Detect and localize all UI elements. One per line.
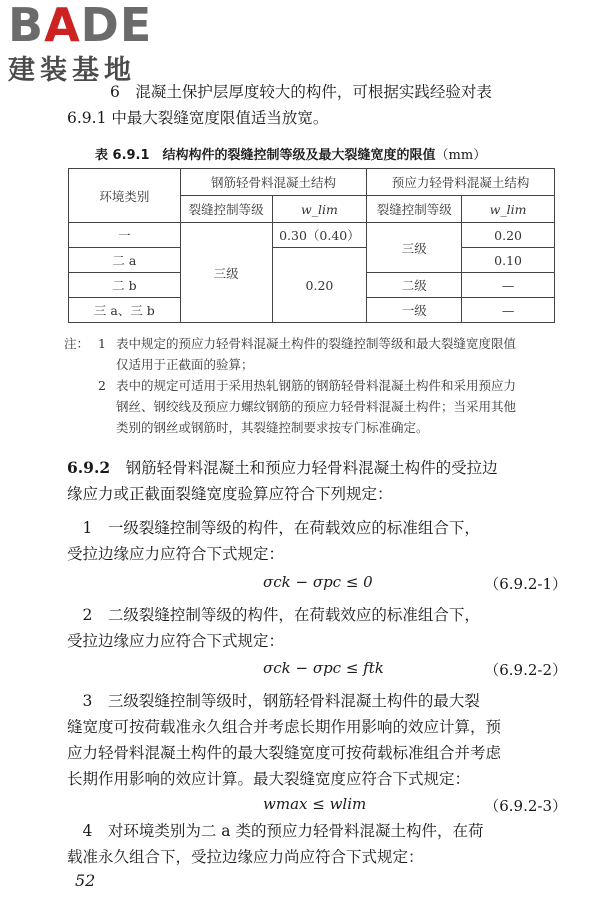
clause-6-9-2 bbox=[67, 455, 567, 507]
item-2 bbox=[67, 602, 567, 654]
table-cell: 0.30（0.40） bbox=[272, 223, 367, 248]
table-cell-env: 一 bbox=[69, 223, 181, 248]
note-line: 类别的钢丝或钢筋时，其裂缝控制要求按专门标准确定。 bbox=[116, 420, 429, 435]
item-text: 4 对环境类别为二 a 类的预应力轻骨料混凝土构件，在荷 bbox=[67, 822, 484, 840]
clause-text: 缘应力或正截面裂缝宽度验算应符合下列规定： bbox=[67, 485, 393, 503]
table-cell-env: 二 a bbox=[69, 248, 181, 273]
table-subheader: w_lim bbox=[272, 196, 367, 223]
paragraph-line: 6 混凝土保护层厚度较大的构件，可根据实践经验对表 bbox=[110, 83, 492, 101]
table-cell-env: 二 b bbox=[69, 273, 181, 298]
table-cell: 二级 bbox=[367, 273, 462, 298]
item-text: 1 一级裂缝控制等级的构件，在荷载效应的标准组合下， bbox=[67, 519, 480, 537]
item-text: 缝宽度可按荷载准永久组合并考虑长期作用影响的效应计算，预 bbox=[67, 718, 502, 736]
note-number: 1 bbox=[98, 336, 106, 351]
table-cell: — bbox=[462, 298, 555, 323]
table-subheader: 裂缝控制等级 bbox=[367, 196, 462, 223]
equation-6-9-2-1 bbox=[67, 573, 567, 597]
note-line: 表中的规定可适用于采用热轧钢筋的钢筋轻骨料混凝土构件和采用预应力 bbox=[116, 378, 517, 393]
logo-subtitle: 建装基地 bbox=[8, 55, 136, 86]
equation-formula: wmax ≤ wlim bbox=[263, 795, 367, 813]
item-3 bbox=[67, 688, 567, 792]
equation-6-9-2-3 bbox=[67, 795, 567, 819]
equation-number: （6.9.2-2） bbox=[484, 661, 567, 679]
clause-number: 6.9.2 bbox=[67, 458, 111, 477]
item-text: 2 二级裂缝控制等级的构件，在荷载效应的标准组合下， bbox=[67, 606, 480, 624]
item-text: 3 三级裂缝控制等级时，钢筋轻骨料混凝土构件的最大裂 bbox=[67, 692, 480, 710]
table-subheader: w_lim bbox=[462, 196, 555, 223]
table-caption: 表 6.9.1 结构构件的裂缝控制等级及最大裂缝宽度的限值（mm） bbox=[95, 148, 487, 163]
table-cell: 三级 bbox=[180, 223, 272, 323]
equation-formula: σck − σpc ≤ 0 bbox=[263, 573, 373, 591]
note-prefix: 注： bbox=[64, 336, 90, 351]
table-header-pc: 预应力轻骨料混凝土结构 bbox=[367, 169, 555, 196]
logo-wordmark: BADE bbox=[8, 0, 153, 52]
table-cell: 一级 bbox=[367, 298, 462, 323]
table-cell: 三级 bbox=[367, 223, 462, 273]
equation-number: （6.9.2-3） bbox=[484, 797, 567, 815]
note-line: 钢丝、钢绞线及预应力螺纹钢筋的预应力轻骨料混凝土构件；当采用其他 bbox=[116, 399, 517, 414]
clause-text: 钢筋轻骨料混凝土和预应力轻骨料混凝土构件的受拉边 bbox=[110, 459, 498, 477]
table-notes bbox=[64, 333, 570, 438]
item-text: 受拉边缘应力应符合下式规定： bbox=[67, 632, 285, 650]
bade-logo bbox=[8, 0, 178, 92]
table-cell: — bbox=[462, 273, 555, 298]
table-cell-env: 三 a、三 b bbox=[69, 298, 181, 323]
crack-limit-table bbox=[68, 168, 555, 323]
item-1 bbox=[67, 515, 567, 567]
note-line: 仅适用于正截面的验算； bbox=[116, 357, 254, 372]
item-text: 受拉边缘应力应符合下式规定： bbox=[67, 545, 285, 563]
item-4 bbox=[67, 818, 567, 870]
table-cell: 0.10 bbox=[462, 248, 555, 273]
item-text: 应力轻骨料混凝土构件的最大裂缝宽度可按荷载标准组合并考虑 bbox=[67, 744, 502, 762]
table-cell: 0.20 bbox=[462, 223, 555, 248]
note-number: 2 bbox=[98, 378, 106, 393]
item-text: 长期作用影响的效应计算。最大裂缝宽度应符合下式规定： bbox=[67, 770, 471, 788]
table-cell: 0.20 bbox=[272, 248, 367, 323]
equation-6-9-2-2 bbox=[67, 659, 567, 683]
note-line: 表中规定的预应力轻骨料混凝土构件的裂缝控制等级和最大裂缝宽度限值 bbox=[116, 336, 517, 351]
equation-formula: σck − σpc ≤ ftk bbox=[263, 659, 384, 677]
paragraph-line: 6.9.1 中最大裂缝宽度限值适当放宽。 bbox=[67, 109, 329, 127]
equation-number: （6.9.2-1） bbox=[484, 575, 567, 593]
page-number: 52 bbox=[75, 871, 96, 890]
table-header-env: 环境类别 bbox=[69, 169, 181, 223]
table-subheader: 裂缝控制等级 bbox=[180, 196, 272, 223]
table-header-rc: 钢筋轻骨料混凝土结构 bbox=[180, 169, 367, 196]
item-text: 载准永久组合下，受拉边缘应力尚应符合下式规定： bbox=[67, 848, 424, 866]
